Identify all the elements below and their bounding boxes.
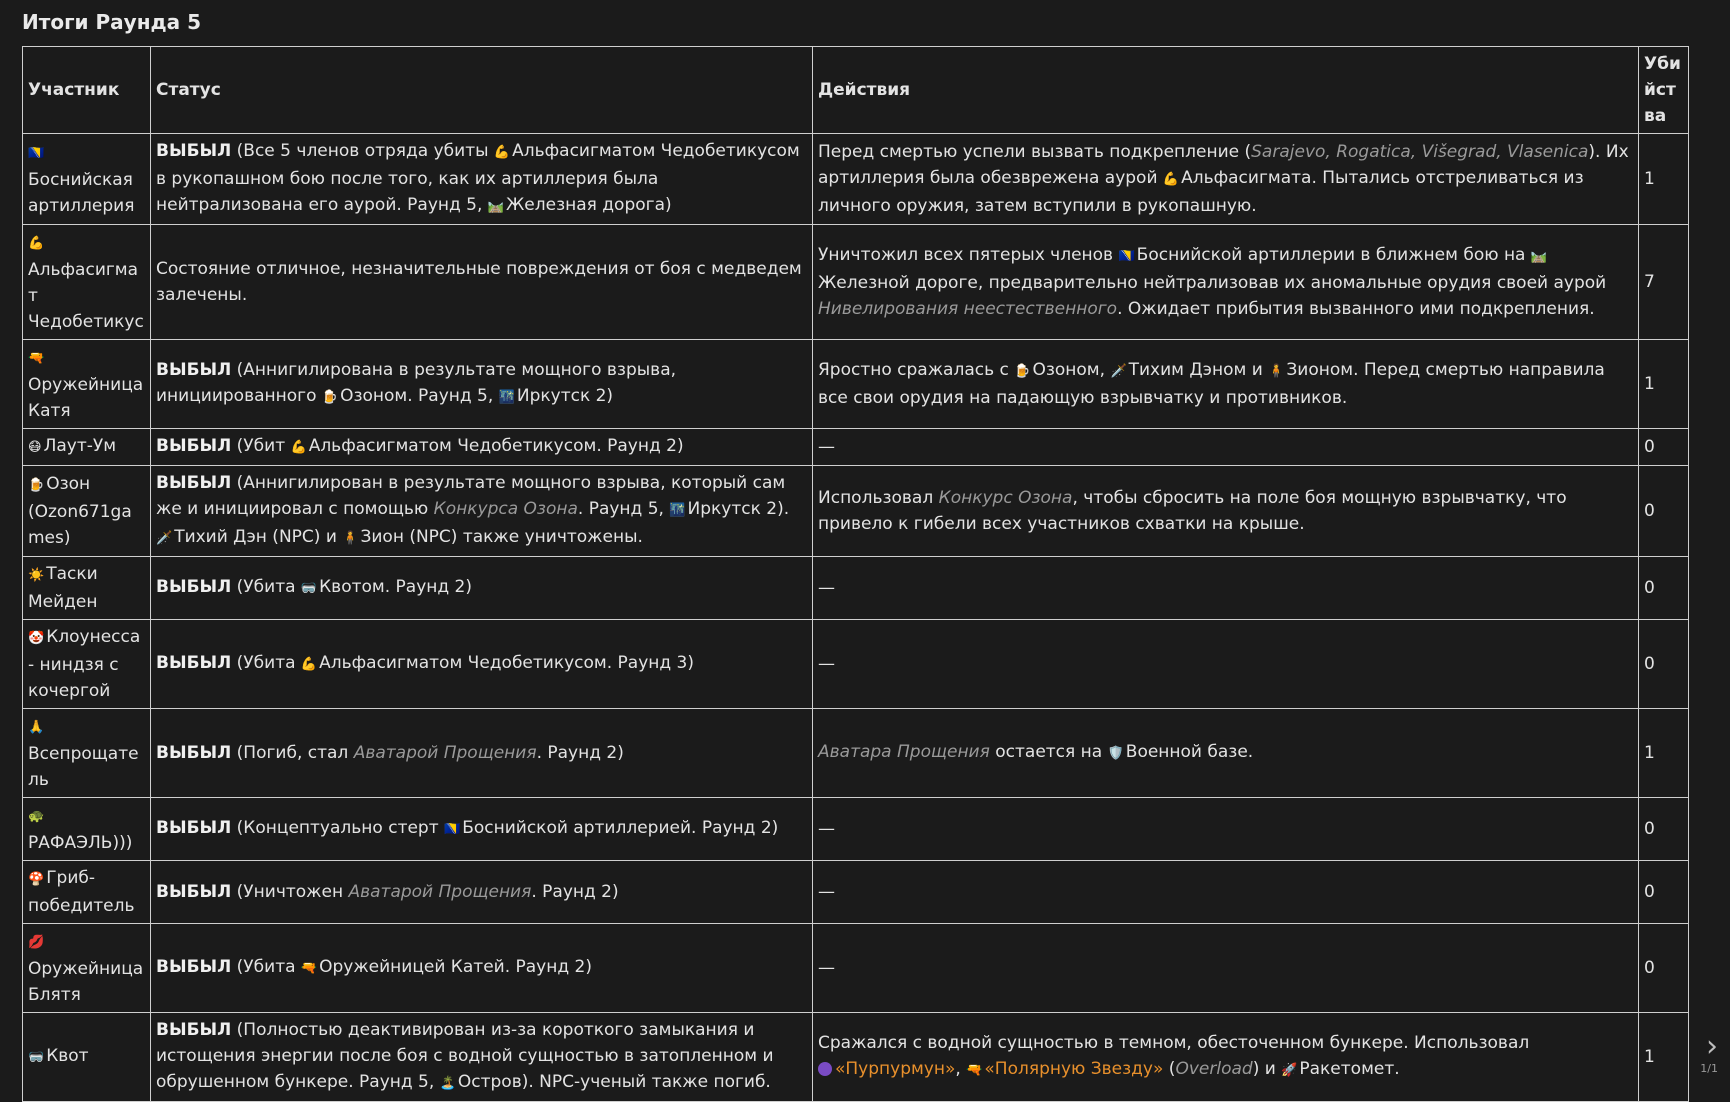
kills-cell: 0 xyxy=(1639,557,1689,620)
status-text: Тихий Дэн (NPC) и xyxy=(174,527,343,547)
actions-text: ) и xyxy=(1252,1059,1282,1079)
participant-name: Всепрощатель xyxy=(28,744,139,790)
status-text: Квотом. Раунд 2) xyxy=(319,577,472,597)
sick-face-icon: 😷 xyxy=(28,440,42,455)
actions-text: Сражался с водной сущностью в темном, обесточенном бункере. Использовал xyxy=(818,1033,1530,1053)
italic-term: Sarajevo, Rogatica, Višegrad, Vlasenica xyxy=(1251,142,1589,162)
status-text: (Аннигилирован в результате мощного взрыва, который сам же и инициировал с помощью xyxy=(156,473,786,519)
table-row xyxy=(23,225,1689,340)
actions-cell: — xyxy=(813,798,1639,861)
kills-cell: 0 xyxy=(1639,466,1689,557)
eliminated-label: ВЫБЫЛ xyxy=(156,436,232,456)
actions-text: . Ожидает прибытия вызванного ими подкрепления. xyxy=(1117,299,1595,319)
status-text: (Убита xyxy=(231,577,301,597)
status-cell xyxy=(151,557,813,620)
table-row xyxy=(23,924,1689,1013)
participant-name: Оружейница Катя xyxy=(28,375,144,421)
water-gun-icon: 🔫 xyxy=(966,1063,983,1078)
participant-cell xyxy=(23,134,151,225)
mushroom-icon: 🍄 xyxy=(28,872,45,887)
actions-text: Уничтожил всех пятерых членов xyxy=(818,245,1119,265)
actions-cell xyxy=(813,134,1639,225)
status-text: (Концептуально стерт xyxy=(231,818,445,838)
actions-text: Озоном, xyxy=(1032,360,1111,380)
lips-icon: 💋 xyxy=(28,935,45,950)
status-cell xyxy=(151,1013,813,1102)
kills-cell: 7 xyxy=(1639,225,1689,340)
night-city-icon: 🌃 xyxy=(498,390,515,405)
kills-cell: 0 xyxy=(1639,798,1689,861)
status-text: Иркутск 2) xyxy=(516,386,614,406)
water-gun-icon: 🔫 xyxy=(28,351,45,366)
header-participant: Участник xyxy=(23,47,151,134)
bosnia-flag-icon: 🇧🇦 xyxy=(444,822,461,837)
knife-icon: 🗡️ xyxy=(1110,364,1127,379)
kills-cell: 1 xyxy=(1639,134,1689,225)
participant-cell xyxy=(23,798,151,861)
bosnia-flag-icon: 🇧🇦 xyxy=(1118,249,1135,264)
flexed-biceps-icon: 💪 xyxy=(1162,172,1180,187)
table-row xyxy=(23,557,1689,620)
status-cell: Состояние отличное, незначительные повреждения от боя с медведем залечены. xyxy=(151,225,813,340)
status-text: Альфасигматом Чедобетикусом. Раунд 3) xyxy=(319,653,694,673)
turtle-icon: 🐢 xyxy=(28,809,45,824)
table-row xyxy=(23,134,1689,225)
eliminated-label: ВЫБЫЛ xyxy=(156,882,232,902)
status-text: Озоном. Раунд 5, xyxy=(340,386,499,406)
kills-cell: 0 xyxy=(1639,620,1689,709)
railway-icon: 🛤️ xyxy=(487,199,504,214)
railway-icon: 🛤️ xyxy=(1530,249,1548,264)
status-text: . Раунд 2) xyxy=(531,882,619,902)
page-title: Итоги Раунда 5 xyxy=(22,10,202,34)
participant-name: Боснийская артиллерия xyxy=(28,170,135,216)
status-text: (Все 5 членов отряда убиты xyxy=(231,141,494,161)
eliminated-label: ВЫБЫЛ xyxy=(156,141,232,161)
weapon-name: «Полярную Звезду» xyxy=(984,1059,1164,1079)
actions-text: Боснийской артиллерии в ближнем бою на xyxy=(1136,245,1531,265)
status-text: . Раунд 5, xyxy=(577,499,670,519)
clown-face-icon: 🤡 xyxy=(28,631,45,646)
participant-cell xyxy=(23,225,151,340)
status-text: Альфасигматом Чедобетикусом в рукопашном бою после того, как их артиллерия была нейтрализована его аурой. Раунд 5, xyxy=(156,141,800,215)
sun-icon: ☀️ xyxy=(28,568,45,583)
italic-term: Аватара Прощения xyxy=(818,742,990,762)
italic-term: Конкурс Озона xyxy=(938,488,1073,508)
header-actions: Действия xyxy=(813,47,1639,134)
status-cell xyxy=(151,466,813,557)
actions-text: ). Их артиллерия была обезврежена аурой xyxy=(818,142,1629,188)
status-cell xyxy=(151,861,813,924)
table-row xyxy=(23,861,1689,924)
eliminated-label: ВЫБЫЛ xyxy=(156,577,232,597)
table-header-row xyxy=(23,47,1689,134)
knife-icon: 🗡️ xyxy=(156,531,173,546)
island-icon: 🏝️ xyxy=(439,1076,456,1091)
status-text: (Погиб, стал xyxy=(231,743,354,763)
participant-cell xyxy=(23,557,151,620)
status-text: . Раунд 2) xyxy=(536,743,624,763)
table-row xyxy=(23,429,1689,466)
beer-icon: 🍺 xyxy=(321,390,339,405)
participant-cell xyxy=(23,924,151,1013)
participant-cell xyxy=(23,861,151,924)
status-cell xyxy=(151,134,813,225)
italic-term: Нивелирования неестественного xyxy=(818,299,1118,319)
actions-text: Железной дороге, предварительно нейтрализовав их аномальные орудия своей аурой xyxy=(818,273,1607,293)
status-text: (Убита xyxy=(231,653,301,673)
actions-text: Военной базе. xyxy=(1125,742,1254,762)
person-icon: 🧍 xyxy=(342,531,359,546)
actions-cell xyxy=(813,466,1639,557)
status-cell xyxy=(151,429,813,466)
kills-cell: 0 xyxy=(1639,429,1689,466)
participant-cell xyxy=(23,1013,151,1102)
status-text: (Убит xyxy=(231,436,291,456)
italic-term: Аватарой Прощения xyxy=(353,743,537,763)
participant-name: Гриб-победитель xyxy=(28,868,135,916)
goggles-icon: 🥽 xyxy=(28,1050,45,1065)
italic-term: Overload xyxy=(1175,1059,1253,1079)
actions-cell: — xyxy=(813,557,1639,620)
status-cell xyxy=(151,709,813,798)
status-text: Железная дорога) xyxy=(506,195,672,215)
table-row xyxy=(23,620,1689,709)
flexed-biceps-icon: 💪 xyxy=(28,236,45,251)
kills-cell: 0 xyxy=(1639,861,1689,924)
participant-name: Альфасигмат Чедобетикус xyxy=(28,260,144,332)
participant-name: Озон (Ozon671games) xyxy=(28,474,132,548)
participant-cell xyxy=(23,709,151,798)
participant-name: Квот xyxy=(46,1046,89,1066)
status-cell xyxy=(151,340,813,429)
bosnia-flag-icon: 🇧🇦 xyxy=(28,146,45,161)
actions-cell xyxy=(813,340,1639,429)
actions-text: Использовал xyxy=(818,488,939,508)
kills-cell: 1 xyxy=(1639,1013,1689,1102)
eliminated-label: ВЫБЫЛ xyxy=(156,818,232,838)
participant-cell xyxy=(23,429,151,466)
status-cell xyxy=(151,798,813,861)
actions-cell: — xyxy=(813,620,1639,709)
status-cell xyxy=(151,620,813,709)
eliminated-label: ВЫБЫЛ xyxy=(156,653,232,673)
rocket-icon: 🚀 xyxy=(1281,1063,1298,1078)
participant-cell xyxy=(23,340,151,429)
flexed-biceps-icon: 💪 xyxy=(493,145,511,160)
actions-text: Перед смертью успели вызвать подкрепление ( xyxy=(818,142,1252,162)
header-status: Статус xyxy=(151,47,813,134)
status-text: (Убита xyxy=(231,957,301,977)
kills-cell: 0 xyxy=(1639,924,1689,1013)
participant-cell xyxy=(23,620,151,709)
weapon-name: «Пурпурмун» xyxy=(835,1059,956,1079)
actions-text: Зионом. Перед смертью направила все свои орудия на падающую взрывчатку и противников. xyxy=(818,360,1605,408)
round-results-table xyxy=(22,46,1689,1102)
italic-term: Конкурса Озона xyxy=(433,499,578,519)
eliminated-label: ВЫБЫЛ xyxy=(156,473,232,493)
shield-icon: 🛡️ xyxy=(1107,746,1124,761)
header-kills: Убийства xyxy=(1639,47,1689,134)
participant-cell xyxy=(23,466,151,557)
status-text: Остров). NPC-ученый также погиб. xyxy=(457,1072,771,1092)
person-icon: 🧍 xyxy=(1268,364,1285,379)
eliminated-label: ВЫБЫЛ xyxy=(156,1020,232,1040)
actions-text: , xyxy=(955,1059,967,1079)
flexed-biceps-icon: 💪 xyxy=(300,657,318,672)
night-city-icon: 🌃 xyxy=(669,503,686,518)
actions-text: Альфасигмата. Пытались отстреливаться из личного оружия, затем вступили в рукопашную. xyxy=(818,168,1584,216)
actions-cell xyxy=(813,225,1639,340)
participant-name: Таски Мейден xyxy=(28,564,98,612)
actions-text: Тихим Дэном и xyxy=(1128,360,1269,380)
purple-circle-icon xyxy=(818,1062,832,1076)
table-row xyxy=(23,1013,1689,1102)
participant-name: Клоунесса - ниндзя с кочергой xyxy=(28,627,141,701)
praying-hands-icon: 🙏 xyxy=(28,720,45,735)
water-gun-icon: 🔫 xyxy=(300,961,318,976)
status-text: Иркутск 2). xyxy=(687,499,790,519)
participant-name: РАФАЭЛЬ))) xyxy=(28,833,133,853)
actions-cell xyxy=(813,709,1639,798)
actions-text: Яростно сражалась с xyxy=(818,360,1015,380)
beer-icon: 🍺 xyxy=(28,478,45,493)
kills-cell: 1 xyxy=(1639,340,1689,429)
kills-cell: 1 xyxy=(1639,709,1689,798)
page-indicator: 1/1 xyxy=(1700,1062,1718,1075)
status-text: Боснийской артиллерией. Раунд 2) xyxy=(462,818,779,838)
eliminated-label: ВЫБЫЛ xyxy=(156,743,232,763)
status-cell xyxy=(151,924,813,1013)
beer-icon: 🍺 xyxy=(1014,364,1031,379)
actions-text: остается на xyxy=(989,742,1108,762)
actions-text: ( xyxy=(1163,1059,1176,1079)
eliminated-label: ВЫБЫЛ xyxy=(156,360,232,380)
table-row xyxy=(23,466,1689,557)
participant-name: Лаут-Ум xyxy=(43,436,117,456)
participant-name: Оружейница Блятя xyxy=(28,959,144,1005)
flexed-biceps-icon: 💪 xyxy=(290,440,307,455)
actions-cell: — xyxy=(813,861,1639,924)
table-row xyxy=(23,798,1689,861)
status-text: (Уничтожен xyxy=(231,882,349,902)
actions-text: , чтобы сбросить на поле боя мощную взрывчатку, что привело к гибели всех участников схватки на крыше. xyxy=(818,488,1567,534)
actions-cell xyxy=(813,1013,1639,1102)
table-row xyxy=(23,340,1689,429)
actions-cell: — xyxy=(813,924,1639,1013)
status-text: Оружейницей Катей. Раунд 2) xyxy=(319,957,592,977)
status-text: Альфасигматом Чедобетикусом. Раунд 2) xyxy=(308,436,684,456)
status-text: (Аннигилирована в результате мощного взрыва, инициированного xyxy=(156,360,677,406)
italic-term: Аватарой Прощения xyxy=(348,882,532,902)
goggles-icon: 🥽 xyxy=(300,581,318,596)
actions-text: Ракетомет. xyxy=(1299,1059,1400,1079)
actions-cell: — xyxy=(813,429,1639,466)
table-row xyxy=(23,709,1689,798)
eliminated-label: ВЫБЫЛ xyxy=(156,957,232,977)
next-page-button[interactable]: › xyxy=(1706,1029,1718,1064)
status-text: Зион (NPC) также уничтожены. xyxy=(360,527,643,547)
status-text: (Полностью деактивирован из-за короткого замыкания и истощения энергии после боя с водной сущностью в затопленном и обрушенном бункере. Раунд 5, xyxy=(156,1020,774,1092)
